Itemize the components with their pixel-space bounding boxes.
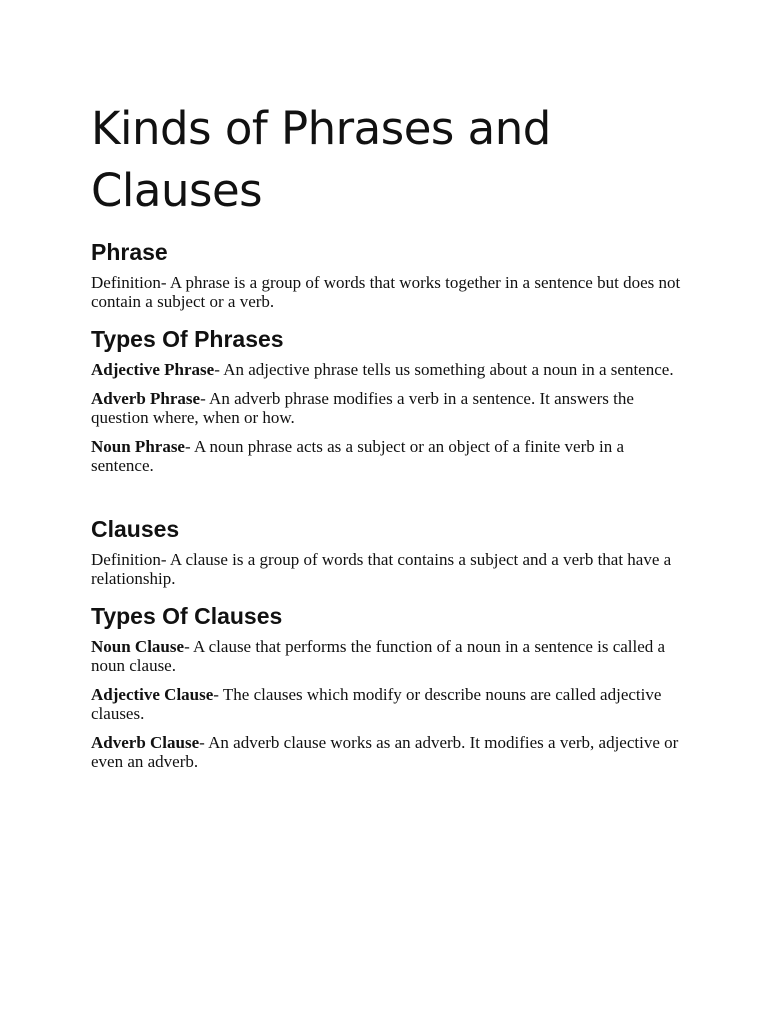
heading-clauses: Clauses: [91, 516, 180, 542]
clause-definition: Definition- A clause is a group of words that contains a subject and a verb that have a relationship.: [91, 550, 672, 588]
term-adjective-clause: Adjective Clause: [91, 685, 214, 704]
desc-adverb-clause: - An adverb clause works as an adverb. It modifies a verb, adjective or even an adverb.: [91, 733, 679, 771]
heading-types-of-clauses: Types Of Clauses: [91, 603, 283, 629]
term-adjective-phrase: Adjective Phrase: [91, 360, 215, 379]
clause-type-adjective: [91, 685, 691, 723]
term-noun-phrase: Noun Phrase: [91, 437, 185, 456]
heading-types-of-phrases: Types Of Phrases: [91, 326, 284, 352]
document-title: Kinds of Phrases and Clauses: [91, 102, 551, 217]
desc-noun-clause: - A clause that performs the function of a noun in a sentence is called a noun clause.: [91, 637, 666, 675]
clause-type-noun: [91, 637, 691, 675]
desc-adjective-clause: - The clauses which modify or describe nouns are called adjective clauses.: [91, 685, 662, 723]
term-adverb-clause: Adverb Clause: [91, 733, 200, 752]
phrase-type-noun: [91, 437, 691, 475]
clause-type-adverb: [91, 733, 691, 771]
term-adverb-phrase: Adverb Phrase: [91, 389, 201, 408]
phrase-type-adverb: [91, 389, 691, 427]
term-noun-clause: Noun Clause: [91, 637, 185, 656]
desc-adverb-phrase: - An adverb phrase modifies a verb in a sentence. It answers the question where, when or how.: [91, 389, 634, 427]
phrase-type-adjective: [91, 360, 691, 379]
document-page: [91, 98, 691, 781]
phrase-definition: Definition- A phrase is a group of words that works together in a sentence but does not contain a subject or a verb.: [91, 273, 681, 311]
desc-noun-phrase: - A noun phrase acts as a subject or an object of a finite verb in a sentence.: [91, 437, 625, 475]
desc-adjective-phrase: - An adjective phrase tells us something about a noun in a sentence.: [214, 360, 674, 379]
heading-phrase: Phrase: [91, 239, 168, 265]
